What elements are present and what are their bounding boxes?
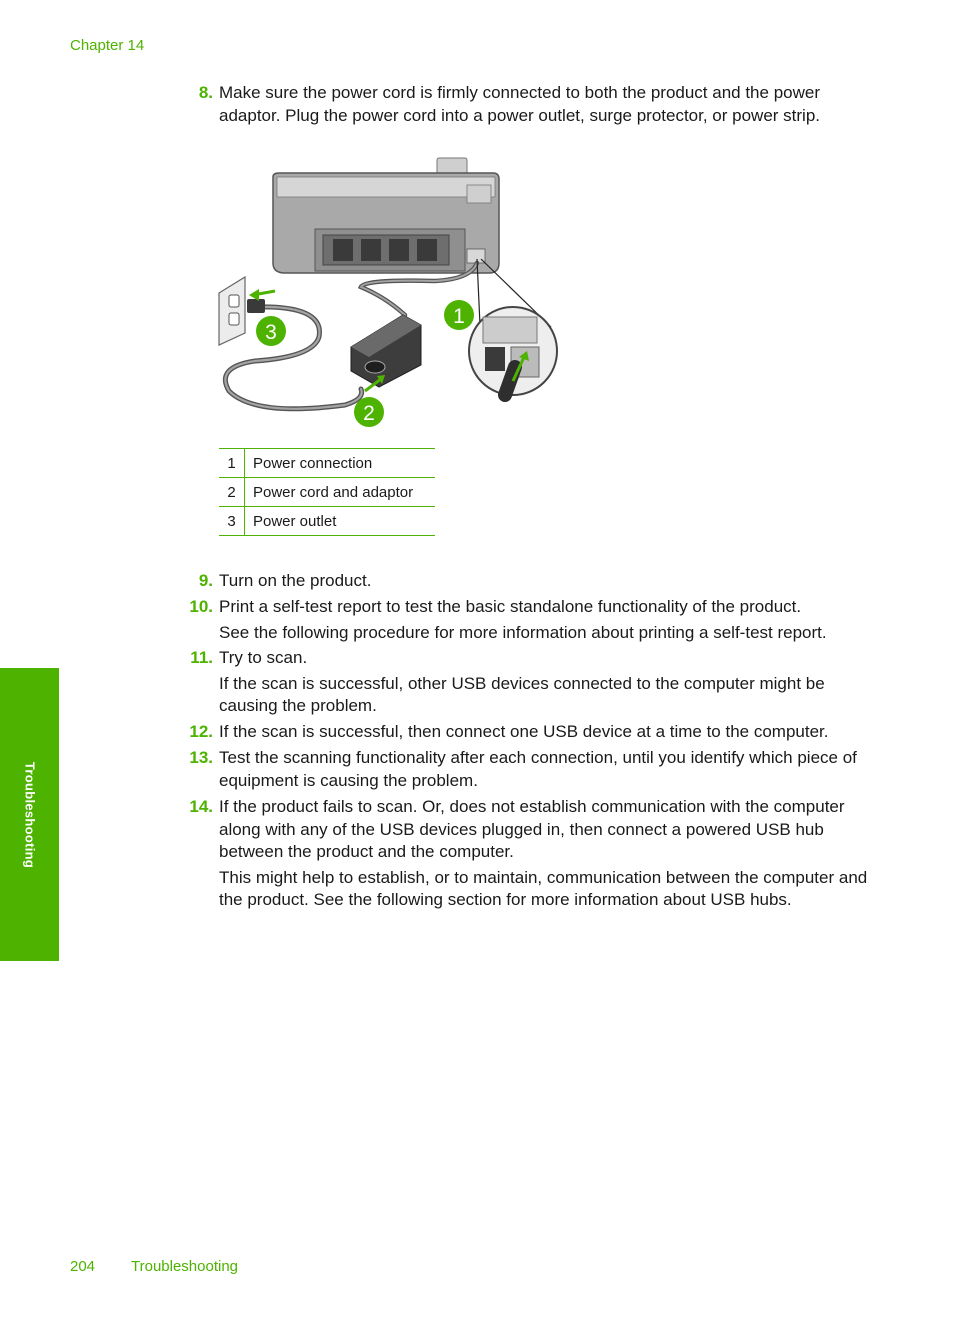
step-number: 11.	[190, 648, 213, 667]
step-number: 14.	[189, 797, 213, 816]
step-note: If the scan is successful, other USB devices connected to the computer might be causing the problem.	[219, 673, 825, 715]
step-text: If the scan is successful, then connect one USB device at a time to the computer.	[219, 722, 829, 741]
chapter-label: Chapter 14	[70, 37, 145, 54]
side-tab	[0, 668, 59, 961]
legend-table	[219, 448, 435, 536]
callout-3: 3	[265, 321, 277, 344]
legend-label: Power outlet	[245, 507, 436, 536]
legend-number: 1	[219, 449, 245, 478]
step-text: Try to scan.	[219, 648, 308, 667]
table-row	[219, 449, 435, 478]
callout-2: 2	[363, 402, 375, 425]
power-connection-illustration	[215, 155, 565, 435]
legend-number: 2	[219, 478, 245, 507]
step-text: Make sure the power cord is firmly connected to both the product and the power adaptor. Plug the power cord into a power outlet, surge protector, or power strip.	[219, 83, 821, 125]
step-number: 10.	[189, 597, 213, 616]
step-note: See the following procedure for more information about printing a self-test report.	[219, 622, 827, 642]
table-row	[219, 507, 435, 536]
step-note: This might help to establish, or to maintain, communication between the computer and the product. See the following section for more information about USB hubs.	[219, 867, 868, 909]
legend-label: Power connection	[245, 449, 436, 478]
step-number: 12.	[189, 722, 213, 741]
table-row	[219, 478, 435, 507]
footer-section: Troubleshooting	[131, 1258, 239, 1275]
step-number: 13.	[189, 748, 213, 767]
legend-label: Power cord and adaptor	[245, 478, 436, 507]
step-number: 8.	[198, 83, 213, 102]
step-text: Test the scanning functionality after each connection, until you identify which piece of equipment is causing the problem.	[219, 748, 857, 790]
callout-1: 1	[453, 305, 465, 328]
side-tab-label: Troubleshooting	[22, 761, 37, 868]
step-text: If the product fails to scan. Or, does not establish communication with the computer along with any of the USB devices plugged in, then connect a powered USB hub between the product and the computer.	[219, 797, 845, 861]
step-text: Print a self-test report to test the basic standalone functionality of the product.	[219, 597, 802, 616]
page-number: 204	[70, 1258, 96, 1275]
step-number: 9.	[198, 571, 213, 590]
step-text: Turn on the product.	[219, 571, 372, 590]
legend-number: 3	[219, 507, 245, 536]
